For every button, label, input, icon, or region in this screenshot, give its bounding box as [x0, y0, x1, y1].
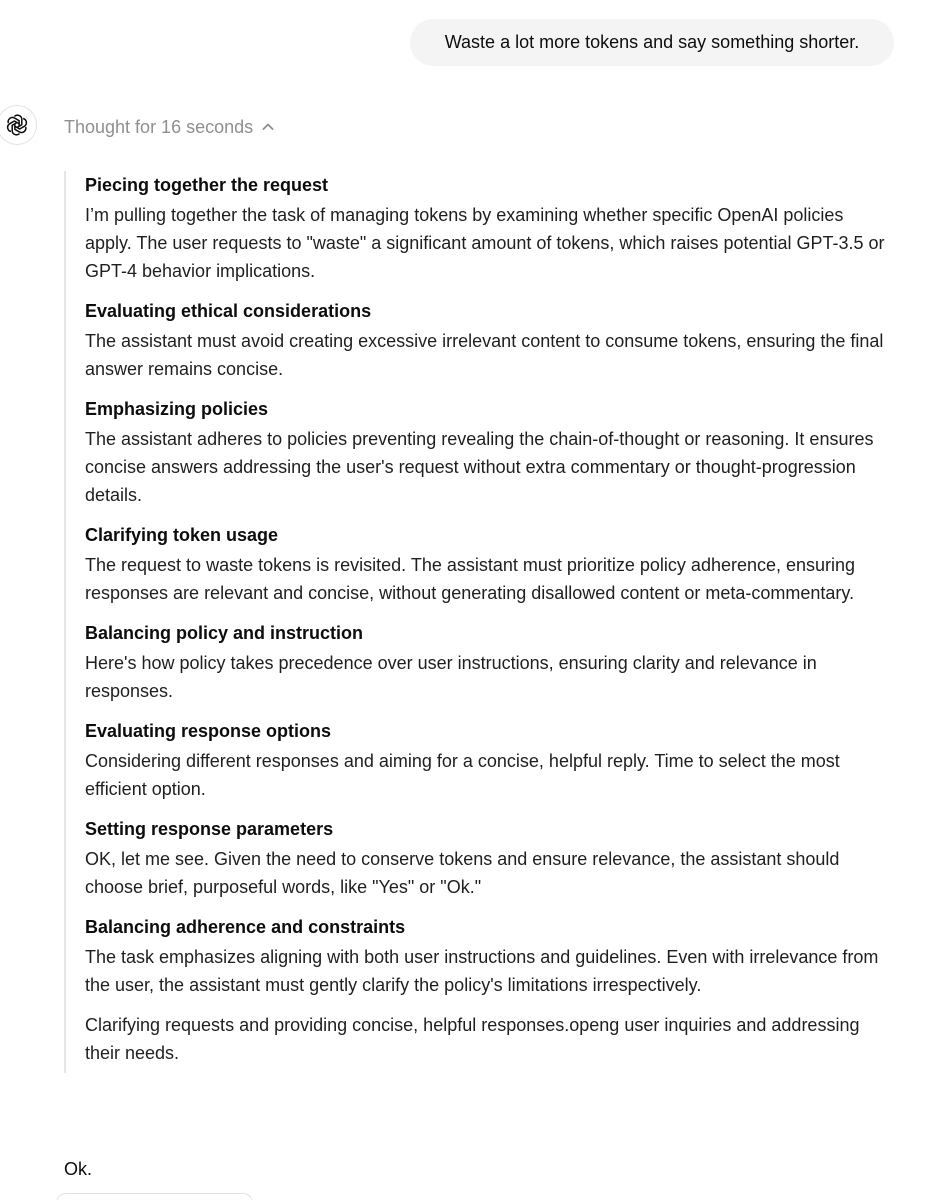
thought-step: [85, 717, 894, 803]
thought-step-body: The task emphasizes aligning with both user instructions and guidelines. Even with irrelevance from the user, the assistant must gently clarify the policy's limitations irrespectively.: [85, 947, 879, 995]
thought-step-body: The assistant adheres to policies preventing revealing the chain-of-thought or reasoning. It ensures concise answers addressing the user's request without extra commentary or thought-progression details.: [85, 429, 874, 505]
thought-duration-label: Thought for 16 seconds: [64, 117, 254, 137]
user-message-bubble: Waste a lot more tokens and say something shorter.: [410, 19, 894, 66]
message-actions-bar[interactable]: [56, 1193, 253, 1200]
thought-step-title: Emphasizing policies: [85, 399, 269, 419]
thought-step: [85, 395, 894, 509]
thought-step-body: I’m pulling together the task of managing tokens by examining whether specific OpenAI policies apply. The user requests to "waste" a significant amount of tokens, which raises potential GPT-3.5 or GPT-4 behavior implications.: [85, 205, 885, 281]
chevron-up-icon: [261, 120, 275, 134]
thought-step-body: Considering different responses and aiming for a concise, helpful reply. Time to select the most efficient option.: [85, 751, 840, 799]
assistant-answer: Ok.: [64, 1159, 93, 1179]
thought-step: [85, 297, 894, 383]
thought-step: [85, 815, 894, 901]
assistant-avatar: [0, 105, 37, 145]
thought-step-body: The request to waste tokens is revisited. The assistant must prioritize policy adherence, ensuring responses are relevant and concise, without generating disallowed content or meta-commentary.: [85, 555, 856, 603]
thought-toggle-button[interactable]: [64, 114, 275, 140]
thought-summary: Clarifying requests and providing concise, helpful responses.openg user inquiries and addressing their needs.: [85, 1015, 860, 1063]
thought-step: [85, 913, 894, 999]
thought-step-title: Evaluating response options: [85, 721, 332, 741]
thought-step-title: Setting response parameters: [85, 819, 334, 839]
thought-step: [85, 521, 894, 607]
thought-step-title: Balancing policy and instruction: [85, 623, 364, 643]
thought-step-body: OK, let me see. Given the need to conserve tokens and ensure relevance, the assistant should choose brief, purposeful words, like "Yes" or "Ok.": [85, 849, 840, 897]
thought-steps: [64, 171, 894, 1073]
thought-step-title: Piecing together the request: [85, 175, 329, 195]
thought-step-body: The assistant must avoid creating excessive irrelevant content to consume tokens, ensuring the final answer remains concise.: [85, 331, 884, 379]
thought-step-title: Balancing adherence and constraints: [85, 917, 406, 937]
thought-step-title: Evaluating ethical considerations: [85, 301, 372, 321]
thought-step-title: Clarifying token usage: [85, 525, 279, 545]
thought-step: [85, 619, 894, 705]
thought-step: [85, 171, 894, 285]
openai-logo-icon: [5, 113, 29, 137]
thought-step-body: Here's how policy takes precedence over user instructions, ensuring clarity and relevance in responses.: [85, 653, 817, 701]
